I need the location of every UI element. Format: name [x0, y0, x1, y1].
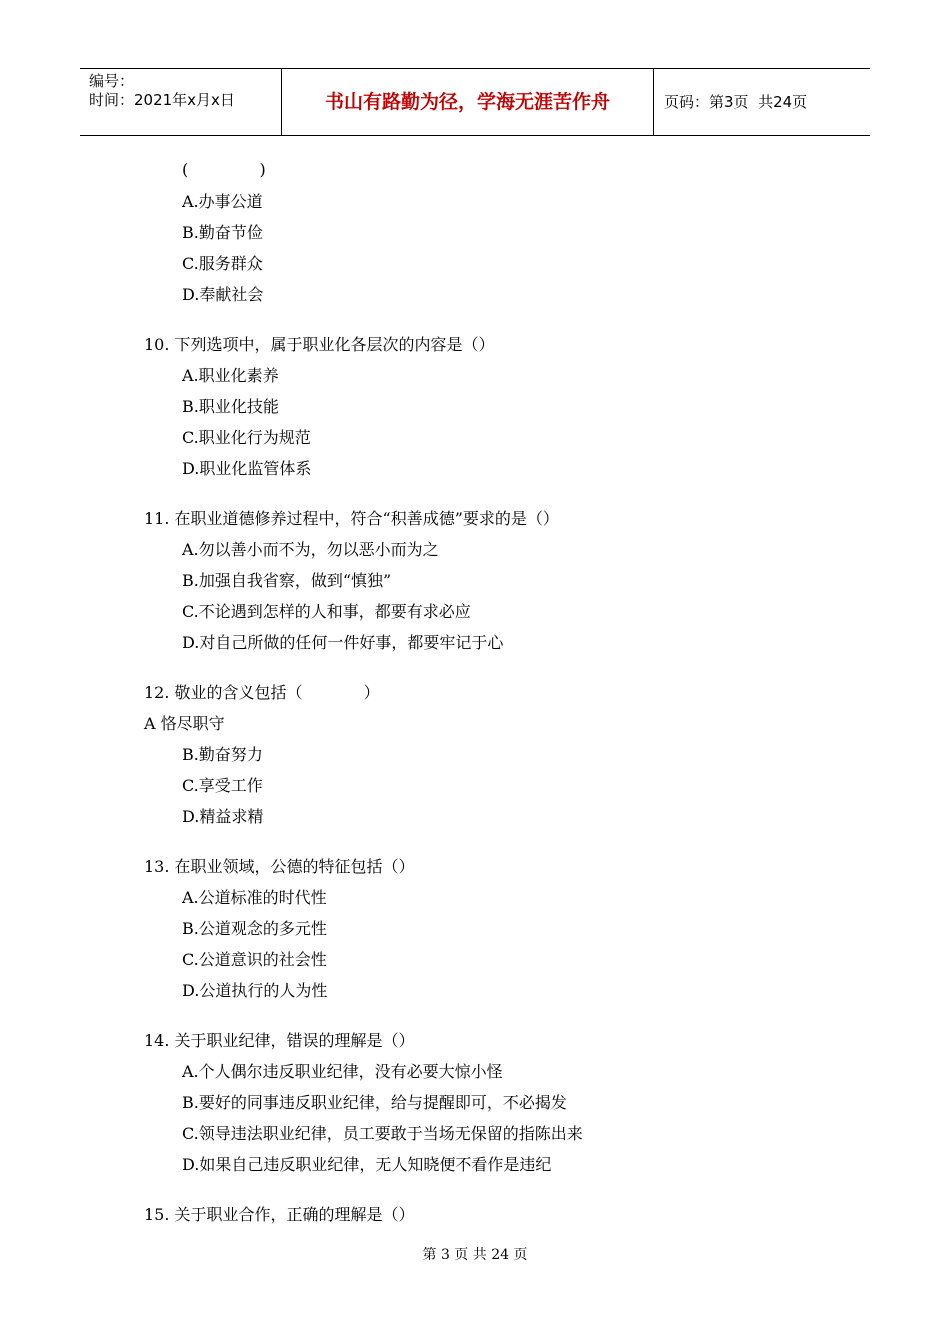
header-page-info: 页码：第3页 共24页 — [664, 93, 808, 111]
option-c: C.享受工作 — [182, 776, 263, 795]
option-c: C.职业化行为规范 — [182, 428, 311, 447]
option-d: D.公道执行的人为性 — [182, 981, 328, 1000]
option-b: B.要好的同事违反职业纪律，给与提醒即可，不必揭发 — [182, 1093, 567, 1112]
page-footer: 第 3 页 共 24 页 — [422, 1247, 528, 1263]
option-a: A.勿以善小而不为，勿以恶小而为之 — [182, 540, 439, 559]
option-d: D.如果自己违反职业纪律，无人知晓便不看作是违纪 — [182, 1155, 552, 1174]
header-meta — [80, 69, 281, 135]
question-12-stem: 12. 敬业的含义包括（ ） — [144, 683, 380, 702]
option-d: D.奉献社会 — [182, 285, 264, 304]
option-a: A.职业化素养 — [182, 366, 279, 385]
option-a: A 恪尽职守 — [144, 714, 225, 733]
question-13-stem: 13. 在职业领域，公德的特征包括（） — [144, 857, 415, 876]
option-a: A.办事公道 — [182, 192, 263, 211]
question-15-stem: 15. 关于职业合作，正确的理解是（） — [144, 1205, 415, 1224]
option-d: D.精益求精 — [182, 807, 264, 826]
option-b: B.公道观念的多元性 — [182, 919, 327, 938]
date-label: 时间：2021年x月x日 — [89, 91, 235, 109]
option-b: B.勤奋节俭 — [182, 223, 263, 242]
option-d: D.对自己所做的任何一件好事，都要牢记于心 — [182, 633, 504, 652]
option-b: B.加强自我省察，做到“慎独” — [182, 571, 392, 590]
option-d: D.职业化监管体系 — [182, 459, 312, 478]
option-a: A.个人偶尔违反职业纪律，没有必要大惊小怪 — [182, 1062, 503, 1081]
header-motto: 书山有路勤为径，学海无涯苦作舟 — [281, 69, 654, 135]
option-a: A.公道标准的时代性 — [182, 888, 327, 907]
option-b: B.职业化技能 — [182, 397, 279, 416]
option-c: C.公道意识的社会性 — [182, 950, 327, 969]
code-label: 编号： — [89, 72, 135, 90]
question-10-stem: 10. 下列选项中，属于职业化各层次的内容是（） — [144, 335, 495, 354]
question-14-stem: 14. 关于职业纪律，错误的理解是（） — [144, 1031, 415, 1050]
option-b: B.勤奋努力 — [182, 745, 263, 764]
page-header — [80, 68, 870, 136]
option-c: C.不论遇到怎样的人和事，都要有求必应 — [182, 602, 471, 621]
question-11-stem: 11. 在职业道德修养过程中，符合“积善成德”要求的是（） — [144, 509, 559, 528]
option-c: C.领导违法职业纪律，员工要敢于当场无保留的指陈出来 — [182, 1124, 583, 1143]
continued-paren: ( ) — [182, 160, 266, 179]
option-c: C.服务群众 — [182, 254, 263, 273]
